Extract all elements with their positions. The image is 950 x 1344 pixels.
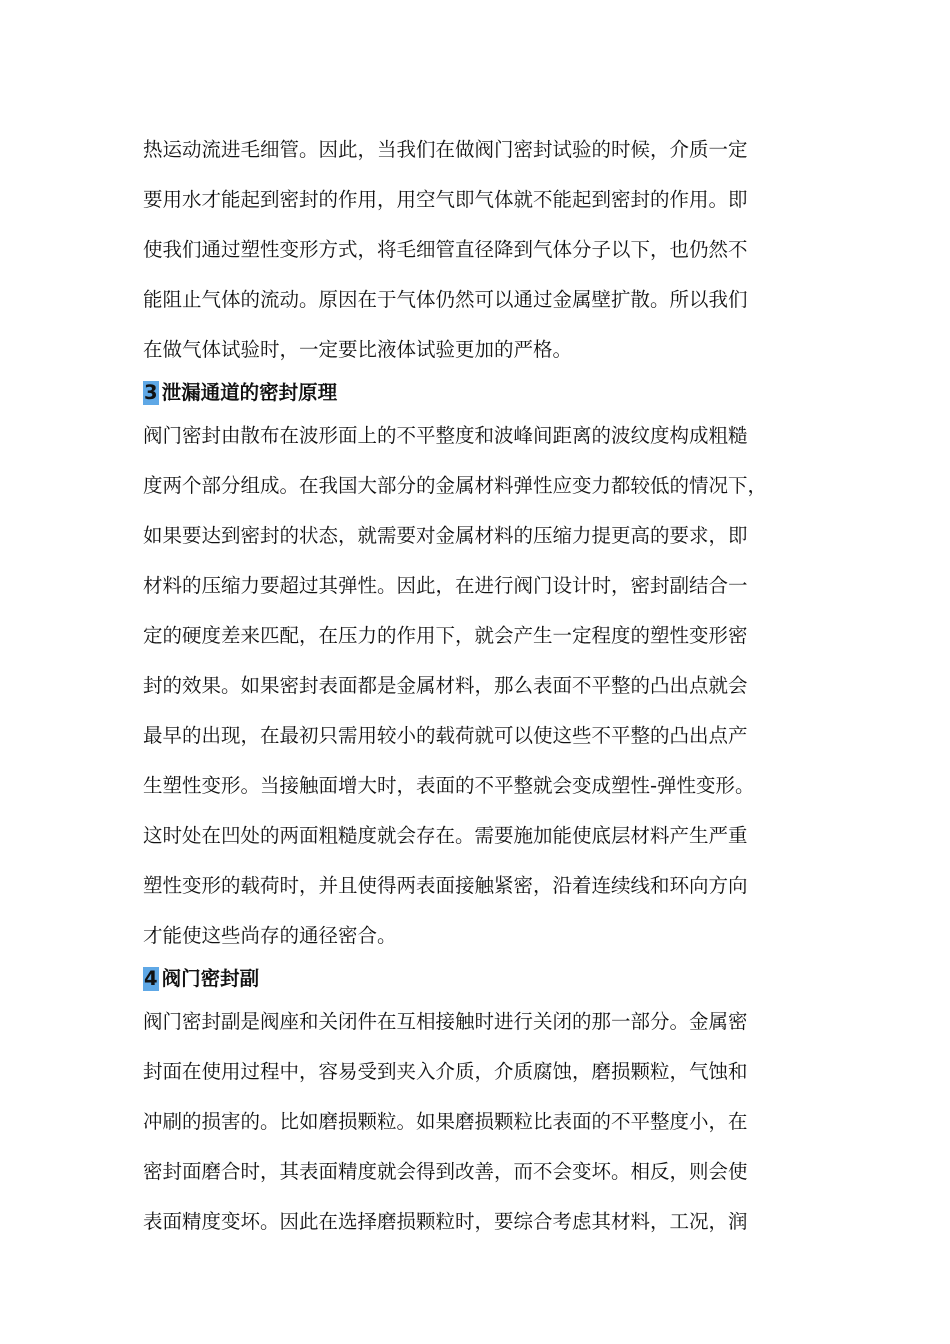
text-line: 度两个部分组成。在我国大部分的金属材料弹性应变力都较低的情况下， (143, 474, 768, 497)
text-line: 密封面磨合时，其表面精度就会得到改善，而不会变坏。相反，则会使 (143, 1160, 748, 1183)
text-line: 冲刷的损害的。比如磨损颗粒。如果磨损颗粒比表面的不平整度小，在 (143, 1110, 748, 1133)
text-line: 定的硬度差来匹配，在压力的作用下，就会产生一定程度的塑性变形密 (143, 624, 748, 647)
paragraph (143, 997, 823, 1247)
section-title: 阀门密封副 (161, 967, 260, 990)
section-number: 4 (144, 967, 158, 990)
text-line: 封的效果。如果密封表面都是金属材料，那么表面不平整的凸出点就会 (143, 674, 748, 697)
text-line: 热运动流进毛细管。因此，当我们在做阀门密封试验的时候，介质一定 (143, 138, 748, 161)
text-line: 封面在使用过程中，容易受到夹入介质，介质腐蚀，磨损颗粒，气蚀和 (143, 1060, 748, 1083)
section-heading (143, 375, 823, 411)
text-line: 才能使这些尚存的通径密合。 (143, 924, 397, 947)
paragraph (143, 125, 823, 375)
text-line: 阀门密封副是阀座和关闭件在互相接触时进行关闭的那一部分。金属密 (143, 1010, 748, 1033)
text-line: 塑性变形的载荷时，并且使得两表面接触紧密，沿着连续线和环向方向 (143, 874, 748, 897)
text-line: 这时处在凹处的两面粗糙度就会存在。需要施加能使底层材料产生严重 (143, 824, 748, 847)
paragraph (143, 411, 823, 961)
section-heading (143, 961, 823, 997)
text-line: 能阻止气体的流动。原因在于气体仍然可以通过金属壁扩散。所以我们 (143, 288, 748, 311)
text-line: 最早的出现，在最初只需用较小的载荷就可以使这些不平整的凸出点产 (143, 724, 748, 747)
section-title: 泄漏通道的密封原理 (161, 381, 338, 404)
text-line: 阀门密封由散布在波形面上的不平整度和波峰间距离的波纹度构成粗糙 (143, 424, 748, 447)
section-number: 3 (144, 381, 158, 404)
text-line: 要用水才能起到密封的作用，用空气即气体就不能起到密封的作用。即 (143, 188, 748, 211)
text-line: 在做气体试验时，一定要比液体试验更加的严格。 (143, 338, 573, 361)
text-line: 如果要达到密封的状态，就需要对金属材料的压缩力提更高的要求，即 (143, 524, 748, 547)
text-line: 表面精度变坏。因此在选择磨损颗粒时，要综合考虑其材料，工况，润 (143, 1210, 748, 1233)
text-line: 生塑性变形。当接触面增大时，表面的不平整就会变成塑性-弹性变形。 (143, 774, 755, 797)
text-line: 使我们通过塑性变形方式，将毛细管直径降到气体分子以下，也仍然不 (143, 238, 748, 261)
document-body (143, 125, 823, 1247)
text-line: 材料的压缩力要超过其弹性。因此，在进行阀门设计时，密封副结合一 (143, 574, 748, 597)
